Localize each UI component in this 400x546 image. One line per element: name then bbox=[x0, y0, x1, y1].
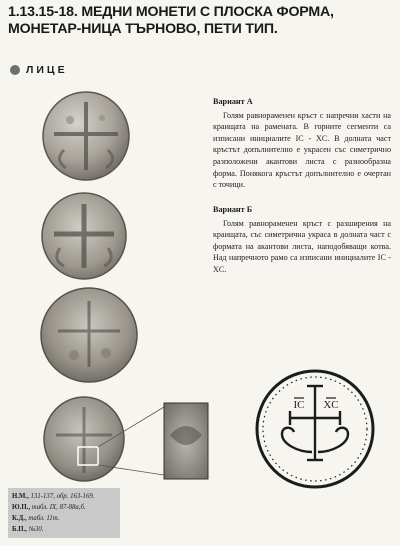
reference-line: Ю.П., табл. IX, 87-88а,б. bbox=[12, 504, 86, 511]
reference-line: Б.П., №30. bbox=[12, 526, 44, 533]
variant-a bbox=[213, 96, 391, 191]
initial-ic: IC bbox=[293, 399, 305, 411]
variant-a-text: Голям равнораменен кръст с напречни хасти на краищата на рамената. В горните сегменти са изписани инициалите IC - XC. В долната част кръстът допълнително е украсен със симетрично разположени акантови листа с разнообразна форма. Понякога кръстът допълнително е очертан с точици. bbox=[213, 110, 391, 190]
initial-xc: XC bbox=[323, 399, 339, 411]
page-title: 1.13.15-18. МЕДНИ МОНЕТИ С ПЛОСКА ФОРМА, МОНЕТАР-НИЦА ТЪРНОВО, ПЕТИ ТИП. bbox=[8, 4, 334, 37]
section-label: ЛИЦЕ bbox=[26, 64, 68, 76]
section-header bbox=[10, 63, 68, 77]
coin-drawing bbox=[254, 368, 376, 490]
reference-line: Н.М., 131-137, обр. 163-169. bbox=[12, 493, 95, 500]
coin-photo-1 bbox=[40, 90, 132, 182]
variant-a-heading: Вариант А bbox=[213, 97, 253, 106]
coin-photo-2 bbox=[38, 190, 130, 282]
references-box bbox=[8, 488, 120, 538]
reference-line: К.Д., табл. 11т. bbox=[12, 515, 60, 522]
coin-photo-3 bbox=[38, 285, 140, 385]
coin-photo-4 bbox=[40, 395, 220, 485]
variant-b-text: Голям равнораменен кръст с разширения на краищата, със симетрична украса в долната част с формата на акантови листа, наподобяващи котва. Над напречното рамо са изписани инициалите IC - XC. bbox=[213, 218, 391, 274]
variant-b bbox=[213, 204, 391, 276]
bullet-icon bbox=[10, 65, 20, 75]
variant-b-heading: Вариант Б bbox=[213, 205, 253, 214]
